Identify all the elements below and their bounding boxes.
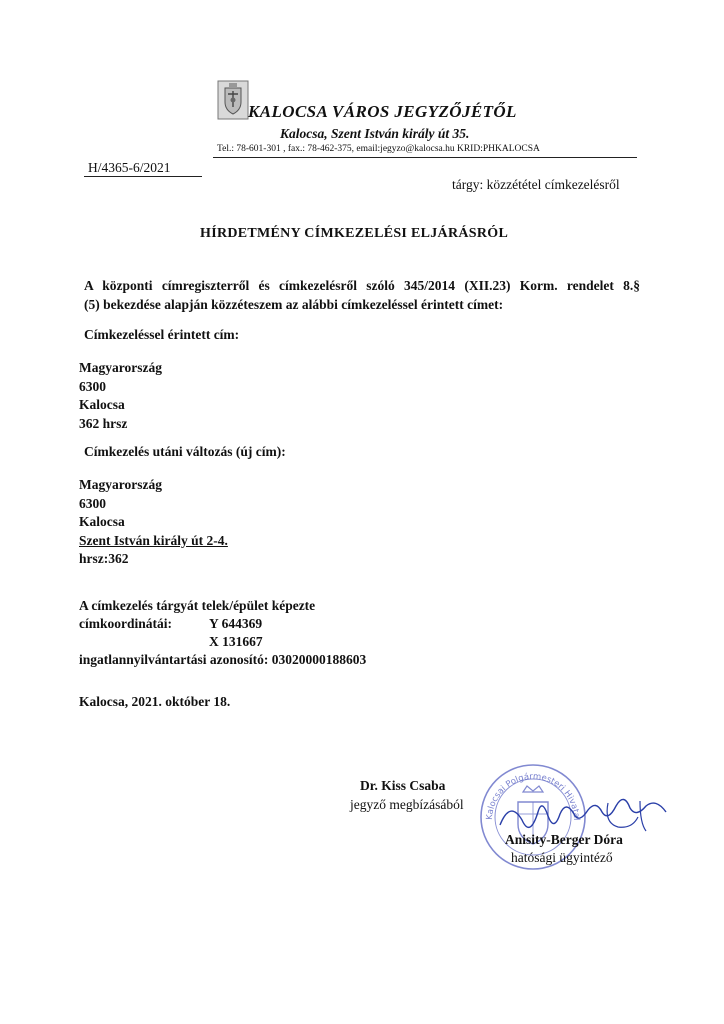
affected-city: Kalocsa xyxy=(79,397,125,412)
intro-paragraph xyxy=(84,276,640,314)
case-number: H/4365-6/2021 xyxy=(88,160,171,175)
subject-line: tárgy: közzététel címkezelésről xyxy=(452,177,620,192)
org-contact: Tel.: 78-601-301 , fax.: 78-462-375, email:jegyzo@kalocsa.hu KRID:PHKALOCSA xyxy=(217,144,540,154)
affected-postcode: 6300 xyxy=(79,378,106,394)
org-address: Kalocsa, Szent István király út 35. xyxy=(280,126,470,141)
affected-parcel: 362 hrsz xyxy=(79,415,128,431)
new-street: Szent István király út 2-4. xyxy=(79,532,228,548)
signatory-name: Dr. Kiss Csaba xyxy=(360,778,446,793)
affected-address-label: Címkezeléssel érintett cím: xyxy=(84,327,240,342)
property-id: ingatlannyilvántartási azonosító: 03020000188603 xyxy=(79,652,367,667)
coordinates-label: címkoordinátái: xyxy=(79,616,172,631)
org-name: KALOCSA VÁROS JEGYZŐJÉTŐL xyxy=(248,102,517,121)
new-parcel: hrsz:362 xyxy=(79,551,129,566)
document-title: HÍRDETMÉNY CÍMKEZELÉSI ELJÁRÁSRÓL xyxy=(200,226,509,241)
coat-of-arms-icon xyxy=(217,80,249,120)
date-line: Kalocsa, 2021. október 18. xyxy=(79,694,231,709)
new-country: Magyarország xyxy=(79,477,162,492)
coordinate-x: X 131667 xyxy=(209,634,263,649)
header-divider xyxy=(213,157,637,158)
officer-name: Anisity-Berger Dóra xyxy=(505,832,623,847)
intro-line-1: A központi címregiszterről és címkezelésről szóló 345/2014 (XII.23) Korm. rendelet 8.§ xyxy=(84,278,640,293)
new-address-label: Címkezelés utáni változás (új cím): xyxy=(84,444,286,459)
affected-country: Magyarország xyxy=(79,360,162,375)
new-city: Kalocsa xyxy=(79,514,125,529)
intro-line-2: (5) bekezdése alapján közzéteszem az alábbi címkezeléssel érintett címet: xyxy=(84,297,504,312)
affected-address-block xyxy=(79,359,162,433)
new-postcode: 6300 xyxy=(79,495,106,511)
stamp-text: Kalocsai Polgármesteri Hivatal xyxy=(484,771,582,821)
new-address-block xyxy=(79,476,228,569)
case-number-underline xyxy=(84,176,202,177)
coordinates-block xyxy=(79,597,366,669)
signatory-role: jegyző megbízásából xyxy=(350,797,464,812)
officer-role: hatósági ügyintéző xyxy=(511,850,613,865)
coordinate-y: Y 644369 xyxy=(209,616,263,631)
coordinates-subject: A címkezelés tárgyát telek/épület képezte xyxy=(79,598,316,613)
coordinates-row-y xyxy=(79,615,366,633)
coordinates-row-x xyxy=(79,633,366,651)
